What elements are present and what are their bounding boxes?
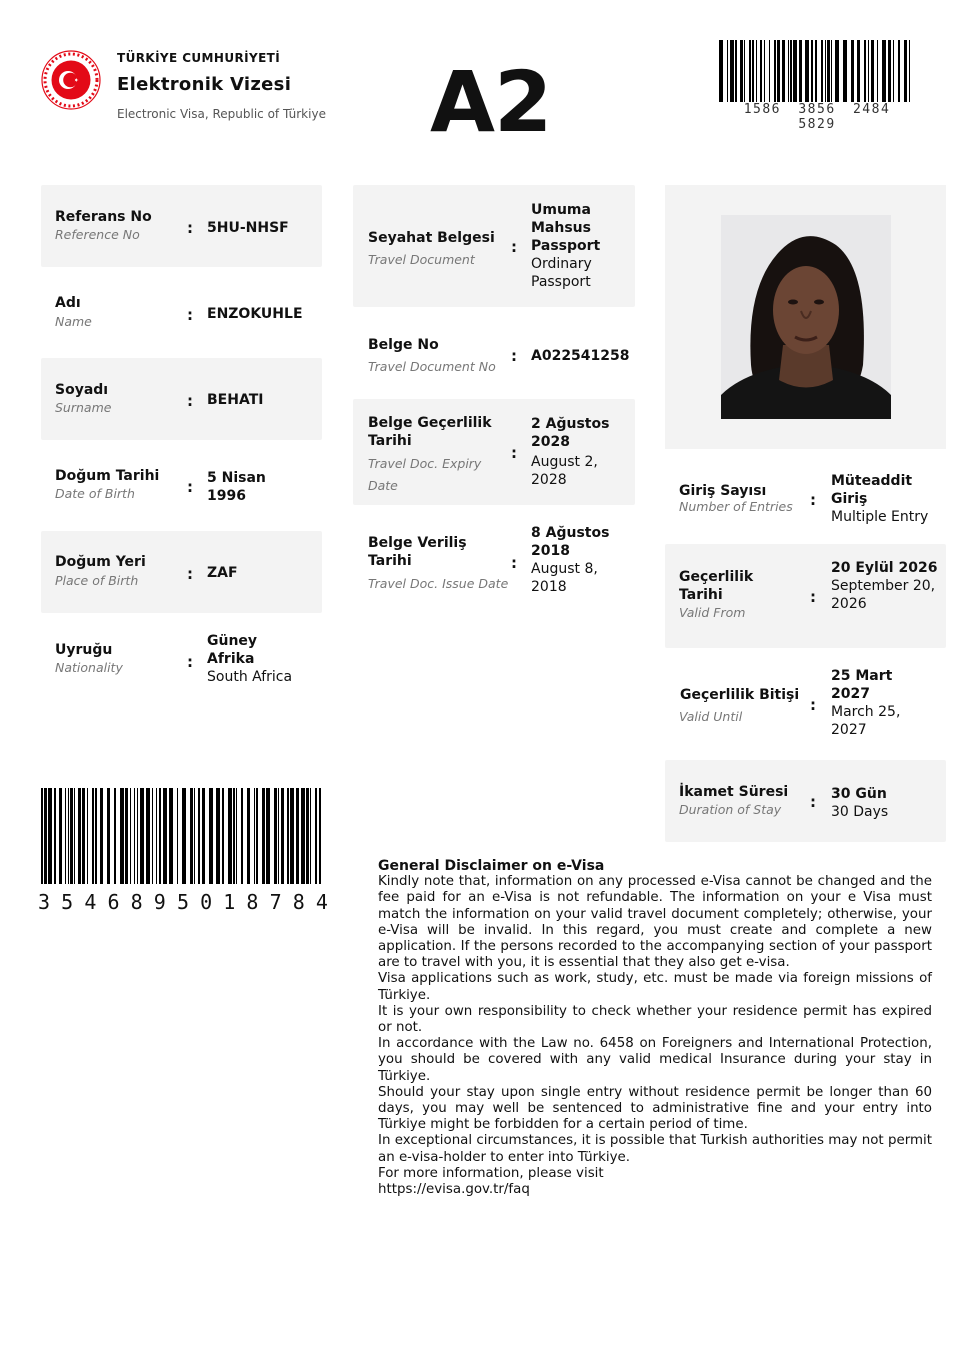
barcode-bar xyxy=(216,788,220,884)
barcode-bar xyxy=(864,40,866,102)
field-sublabel: Valid Until xyxy=(679,709,743,724)
barcode-bar xyxy=(782,40,785,102)
field-value: Müteaddit Giriş Multiple Entry xyxy=(831,473,929,525)
barcode-bar xyxy=(315,788,317,884)
disclaimer-paragraph: In accordance with the Law no. 6458 on Foreigners and International Protection, you should be covered with any valid medical Insurance during your stay in Türkiye. xyxy=(378,1036,932,1084)
field-sublabel: Place of Birth xyxy=(55,573,139,588)
barcode-bar xyxy=(882,40,886,102)
field-value: ZAF xyxy=(207,565,238,581)
field-colon: : xyxy=(187,392,193,410)
disclaimer-title: General Disclaimer on e-Visa xyxy=(378,858,605,874)
barcode-bar xyxy=(774,40,776,102)
field-colon: : xyxy=(187,219,193,237)
field-number-of-entries xyxy=(665,457,946,539)
barcode-bar xyxy=(290,788,294,884)
barcode-bar xyxy=(790,40,792,102)
barcode-bar xyxy=(749,40,751,102)
field-sublabel: Name xyxy=(55,314,92,329)
barcode-bar xyxy=(278,788,279,884)
turkish-seal-icon xyxy=(41,50,101,110)
barcode-bar xyxy=(236,788,237,884)
portrait-photo-icon xyxy=(721,215,891,419)
field-value: 30 Gün 30 Days xyxy=(831,786,889,820)
field-nationality xyxy=(41,617,322,699)
barcode-bar xyxy=(296,788,299,884)
barcode-bar xyxy=(137,788,138,884)
country-name: TÜRKİYE CUMHURİYETİ xyxy=(117,51,281,65)
barcode-bar xyxy=(125,788,128,884)
barcode-bar xyxy=(893,40,894,102)
barcode-bar xyxy=(266,788,270,884)
barcode-bar xyxy=(735,40,737,102)
field-colon: : xyxy=(810,793,816,811)
barcode-bar xyxy=(78,788,81,884)
field-label: İkamet Süresi xyxy=(679,784,789,800)
barcode-bar xyxy=(904,40,907,102)
field-colon: : xyxy=(810,588,816,606)
barcode-bar xyxy=(146,788,150,884)
barcode-bar xyxy=(70,788,73,884)
field-value: 2 Ağustos 2028 August 2, 2028 xyxy=(531,416,610,488)
field-valid-from xyxy=(665,544,946,648)
barcode-bar xyxy=(41,788,43,884)
field-value: 20 Eylül 2026 September 20, 2026 xyxy=(831,560,938,612)
barcode-bar xyxy=(140,788,144,884)
field-value: Güney Afrika South Africa xyxy=(207,633,293,685)
top-barcode xyxy=(719,40,915,102)
barcode-bar xyxy=(877,40,878,102)
barcode-bar xyxy=(825,40,826,102)
barcode-bar xyxy=(247,788,250,884)
barcode-bar xyxy=(301,788,305,884)
field-date-of-birth xyxy=(41,444,322,526)
field-label: Belge No xyxy=(368,337,439,353)
field-colon: : xyxy=(187,306,193,324)
document-title: Elektronik Vizesi xyxy=(117,74,292,95)
barcode-bar xyxy=(730,40,734,102)
field-colon: : xyxy=(511,238,517,256)
field-value: 25 Mart 2027 March 25, 2027 xyxy=(831,668,901,738)
barcode-bar xyxy=(152,788,153,884)
field-sublabel: Nationality xyxy=(55,660,123,675)
barcode-bar xyxy=(769,40,770,102)
disclaimer-link[interactable]: https://evisa.gov.tr/faq xyxy=(378,1182,530,1198)
barcode-bar xyxy=(799,40,802,102)
barcode-bar xyxy=(888,40,891,102)
barcode-bar xyxy=(241,788,243,884)
barcode-bar xyxy=(177,788,178,884)
field-colon: : xyxy=(187,478,193,496)
barcode-bar xyxy=(719,40,723,102)
barcode-bar xyxy=(209,788,213,884)
barcode-bar xyxy=(59,788,62,884)
field-travel-document xyxy=(353,185,635,307)
field-sublabel: Surname xyxy=(55,400,112,415)
barcode-bar xyxy=(65,788,66,884)
barcode-bar xyxy=(198,788,200,884)
barcode-bar xyxy=(44,788,47,884)
field-colon: : xyxy=(187,565,193,583)
barcode-bar xyxy=(256,788,258,884)
field-value: ENZOKUHLE xyxy=(207,306,303,322)
field-value: Umuma Mahsus Passport Ordinary Passport xyxy=(531,202,601,290)
field-sublabel: Number of Entries xyxy=(679,499,793,514)
barcode-bar xyxy=(777,40,780,102)
field-surname xyxy=(41,358,322,440)
bottom-barcode xyxy=(41,788,325,884)
barcode-bar xyxy=(169,788,173,884)
field-label: Geçerlilik Tarihi xyxy=(679,569,754,603)
field-label: Giriş Sayısı xyxy=(679,483,767,499)
field-document-no xyxy=(353,312,635,394)
barcode-bar xyxy=(114,788,116,884)
field-label: Referans No xyxy=(55,209,152,225)
barcode-bar xyxy=(815,40,817,102)
visa-type-code: A2 xyxy=(430,53,552,151)
field-name xyxy=(41,272,322,354)
field-label: Doğum Yeri xyxy=(55,554,146,570)
barcode-bar xyxy=(909,40,910,102)
field-label: Uyruğu xyxy=(55,642,113,658)
field-colon: : xyxy=(511,347,517,365)
field-label: Belge Veriliş Tarihi xyxy=(368,535,467,569)
barcode-bar xyxy=(811,40,813,102)
field-label: Soyadı xyxy=(55,382,109,398)
barcode-bar xyxy=(163,788,167,884)
barcode-bar xyxy=(190,788,193,884)
field-valid-until xyxy=(665,652,946,756)
barcode-bar xyxy=(100,788,103,884)
field-label: Doğum Tarihi xyxy=(55,468,160,484)
field-sublabel: Reference No xyxy=(55,227,140,242)
barcode-bar xyxy=(48,788,52,884)
barcode-bar xyxy=(744,40,745,102)
field-sublabel: Travel Document No xyxy=(368,359,496,374)
field-sublabel: Date of Birth xyxy=(55,486,135,501)
barcode-bar xyxy=(87,788,88,884)
field-sublabel: Travel Document xyxy=(368,252,475,267)
field-value: A022541258 xyxy=(531,348,630,364)
field-value: BEHATI xyxy=(207,392,264,408)
barcode-bar xyxy=(228,788,232,884)
field-sublabel: Travel Doc. Expiry Date xyxy=(368,456,482,493)
barcode-bar xyxy=(222,788,224,884)
barcode-bar xyxy=(319,788,321,884)
barcode-bar xyxy=(130,788,131,884)
field-sublabel: Valid From xyxy=(679,605,746,620)
field-duration-of-stay xyxy=(665,760,946,842)
barcode-bar xyxy=(805,40,809,102)
barcode-bar xyxy=(254,788,255,884)
barcode-bar xyxy=(843,40,847,102)
barcode-bar xyxy=(788,40,789,102)
barcode-bar xyxy=(159,788,161,884)
barcode-bar xyxy=(274,788,277,884)
field-colon: : xyxy=(810,696,816,714)
barcode-bar xyxy=(182,788,186,884)
barcode-bar xyxy=(831,40,832,102)
field-colon: : xyxy=(187,653,193,671)
barcode-bar xyxy=(898,40,900,102)
disclaimer-paragraph: For more information, please visit xyxy=(378,1165,604,1181)
barcode-bar xyxy=(120,788,124,884)
barcode-bar xyxy=(156,788,157,884)
disclaimer xyxy=(378,858,932,1198)
barcode-bar xyxy=(821,40,823,102)
barcode-bar xyxy=(281,788,284,884)
barcode-bar xyxy=(793,40,797,102)
field-place-of-birth xyxy=(41,531,322,613)
field-label: Adı xyxy=(55,295,81,311)
field-reference-no xyxy=(41,185,322,267)
barcode-bar xyxy=(194,788,195,884)
barcode-bar xyxy=(92,788,94,884)
field-label: Belge Geçerlilik Tarihi xyxy=(368,415,492,449)
top-barcode-number: 1586 3856 2484 5829 xyxy=(743,102,891,132)
field-value: 5HU-NHSF xyxy=(207,220,289,236)
barcode-bar xyxy=(287,788,289,884)
disclaimer-paragraph: In exceptional circumstances, it is possible that Turkish authorities may not permit an e-visa-holder to enter into Türkiye. xyxy=(378,1133,932,1165)
barcode-bar xyxy=(827,40,830,102)
barcode-bar xyxy=(74,788,75,884)
barcode-bar xyxy=(134,788,135,884)
bottom-barcode-number: 3 5 4 6 8 9 5 0 1 8 7 8 4 xyxy=(38,890,328,914)
barcode-bar xyxy=(82,788,85,884)
disclaimer-paragraph: Should your stay upon single entry without residence permit be longer than 60 days, you may well be sentenced to administrative fine and your entry into Türkiye might be forbidden for a certain period of time. xyxy=(378,1084,932,1133)
field-document-expiry xyxy=(353,399,635,505)
barcode-bar xyxy=(756,40,757,102)
barcode-bar xyxy=(95,788,97,884)
barcode-bar xyxy=(54,788,56,884)
barcode-bar xyxy=(835,40,839,102)
disclaimer-paragraph: Visa applications such as work, study, etc. must be made via foreign missions of Türkiye. xyxy=(378,971,932,1003)
field-value: 8 Ağustos 2018 August 8, 2018 xyxy=(531,525,610,595)
barcode-bar xyxy=(868,40,869,102)
barcode-bar xyxy=(764,40,765,102)
barcode-bar xyxy=(727,40,728,102)
barcode-bar xyxy=(857,40,860,102)
disclaimer-paragraph: Kindly note that, information on any processed e-Visa cannot be changed and the fee paid for an e-Visa is not refundable. The information on your e Visa must match the information on your valid travel document completely; otherwise, your e-Visa will be invalid. In this regard, you must create and complete a new application. If the persons recorded to the accompanying section of your passport are to travel with you, it is essential that they also get e-visa. xyxy=(378,874,932,971)
barcode-bar xyxy=(107,788,110,884)
disclaimer-paragraph: It is your own responsibility to check whether your residence permit has expired or not. xyxy=(378,1003,932,1036)
field-label: Geçerlilik Bitişi xyxy=(680,687,800,703)
field-value: 5 Nisan 1996 xyxy=(207,470,266,504)
barcode-bar xyxy=(760,40,762,102)
barcode-bar xyxy=(740,40,743,102)
barcode-bar xyxy=(851,40,854,102)
barcode-bar xyxy=(202,788,205,884)
field-label: Seyahat Belgesi xyxy=(368,230,495,246)
field-sublabel: Duration of Stay xyxy=(679,802,782,817)
field-sublabel: Travel Doc. Issue Date xyxy=(368,576,509,591)
barcode-bar xyxy=(233,788,235,884)
field-colon: : xyxy=(810,491,816,509)
field-colon: : xyxy=(511,554,517,572)
barcode-bar xyxy=(752,40,754,102)
field-colon: : xyxy=(511,444,517,462)
barcode-bar xyxy=(310,788,311,884)
barcode-bar xyxy=(871,40,874,102)
barcode-bar xyxy=(306,788,309,884)
document-subtitle: Electronic Visa, Republic of Türkiye xyxy=(117,107,326,121)
field-document-issue xyxy=(353,510,635,616)
barcode-bar xyxy=(68,788,69,884)
barcode-bar xyxy=(262,788,265,884)
